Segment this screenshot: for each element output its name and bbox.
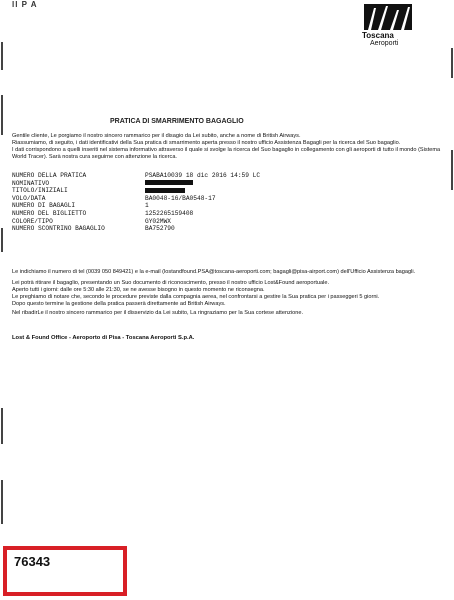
record-value: BA0048-16/BA0548-17 [145, 194, 216, 202]
record-row [12, 180, 442, 188]
scan-mark [1, 95, 3, 135]
record-label: NUMERO DELLA PRATICA [12, 172, 87, 179]
stamp-number: 76343 [14, 554, 51, 569]
document-title: PRATICA DI SMARRIMENTO BAGAGLIO [110, 118, 244, 125]
record-row [12, 202, 442, 210]
scan-mark [451, 150, 453, 190]
contact-line: Lei potrà ritirare il bagaglio, presentando un Suo documento di riconoscimento, presso il nostro ufficio Lost&Found aeroportuale. [12, 280, 330, 286]
contact-line: Nel ribadirLe il nostro sincero rammarico per il disservizio da Lei subito, La ringraziamo per la Sua cortese attenzione. [12, 310, 304, 316]
record-label: NUMERO DEL BIGLIETTO [12, 209, 87, 217]
intro-line: I dati corrispondono a quelli inseriti nel sistema informativo attraverso il quale si svolge la ricerca del Suo bagaglio in collegamento con gli aeroporti di tutto il mondo (Sistema World Tracer). Sarà nostra cura seguirne con attenzione la ricerca. [12, 147, 441, 160]
record-label: NUMERO DI BAGAGLI [12, 202, 76, 210]
scan-mark [1, 480, 3, 524]
scan-mark [1, 408, 3, 444]
contact-paragraph [12, 269, 444, 317]
record-value: PSABA10039 18 dic 2016 14:59 LC [145, 172, 261, 179]
scan-mark [1, 42, 3, 70]
contact-line: Le preghiamo di notare che, secondo le procedure previste dalla compagnia aerea, nel confrontarsi a gestire la Sua pratica per i passeggeri 5 giorni. [12, 294, 380, 300]
record-table [12, 172, 442, 233]
record-label: VOLO/DATA [12, 194, 46, 202]
record-label: COLORE/TIPO [12, 217, 53, 225]
logo-title: Toscana [362, 31, 394, 40]
logo-subtitle: Aeroporti [370, 40, 399, 47]
header-code: ll P A [12, 0, 38, 9]
redacted-value [145, 180, 193, 188]
contact-line: Dopo questo termine la gestione della pratica passerà direttamente ad British Airways. [12, 301, 226, 307]
record-value: BA752790 [145, 225, 175, 233]
intro-line: Riassumiamo, di seguito, i dati identificativi della Sua pratica di smarrimento aperta presso il nostro ufficio Assistenza Bagagli per la ricerca del Suo bagaglio. [12, 140, 401, 146]
record-value: 1252265159408 [145, 209, 194, 217]
intro-paragraph [12, 133, 444, 161]
record-label: TITOLO/INIZIALI [12, 187, 68, 195]
record-value: 1 [145, 202, 149, 210]
record-row [12, 210, 442, 218]
scan-mark [451, 48, 453, 78]
record-row [12, 218, 442, 226]
redacted-value [145, 187, 185, 195]
record-value: GY02MWX [145, 217, 171, 225]
contact-line: Le indichiamo il numero di tel (0039 050 849421) e la e-mail (lostandfound.PSA@toscana-aeroporti.com; bagagli@pisa-airport.com) dell'Ufficio Assistenza bagagli. [12, 269, 416, 275]
record-row [12, 225, 442, 233]
record-label: NOMINATIVO [12, 179, 50, 187]
record-row [12, 195, 442, 203]
contact-line: Aperto tutti i giorni: dalle ore 5:30 alle 21:30, se ne avesse bisogno in questo momento ne riconsegna. [12, 287, 265, 293]
toscana-logo-icon [364, 4, 412, 30]
record-label: NUMERO SCONTRINO BAGAGLIO [12, 225, 105, 233]
scan-mark [1, 228, 3, 252]
record-row [12, 187, 442, 195]
intro-line: Gentile cliente, Le porgiamo il nostro sincero rammarico per il disagio da Lei subito, anche a nome di British Airways. [12, 133, 301, 139]
record-row [12, 172, 442, 180]
signature-line: Lost & Found Office - Aeroporto di Pisa - Toscana Aeroporti S.p.A. [12, 335, 195, 341]
